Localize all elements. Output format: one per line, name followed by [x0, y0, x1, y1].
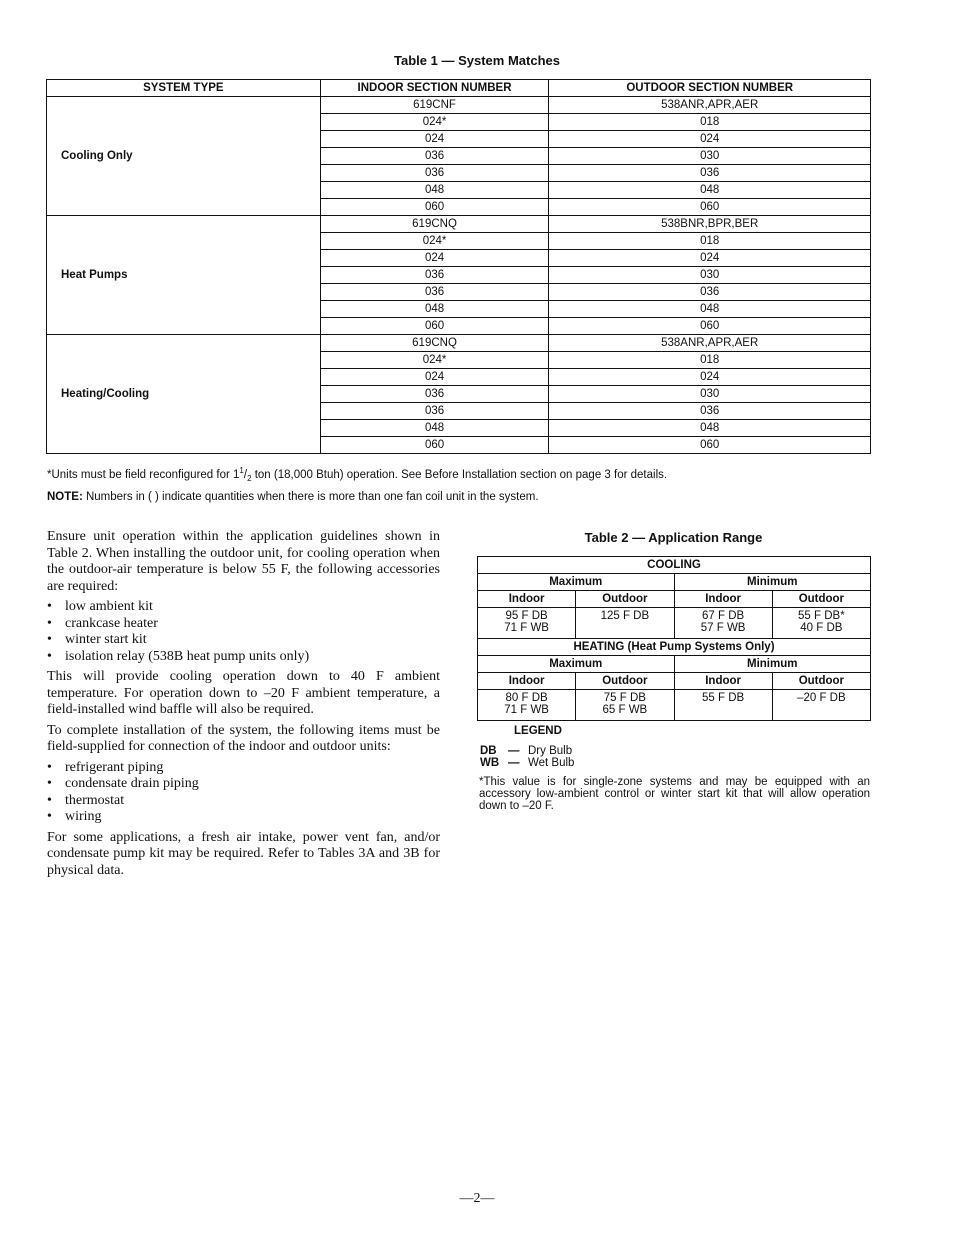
indoor-section-cell: 036 — [320, 403, 549, 420]
header-indoor-section: INDOOR SECTION NUMBER — [320, 80, 549, 97]
col-header-outdoor: Outdoor — [772, 673, 870, 690]
outdoor-section-cell: 030 — [549, 148, 871, 165]
indoor-section-cell: 048 — [320, 182, 549, 199]
accessories-list — [47, 599, 440, 665]
indoor-section-cell: 060 — [320, 199, 549, 216]
header-system-type: SYSTEM TYPE — [47, 80, 321, 97]
indoor-section-cell: 036 — [320, 386, 549, 403]
indoor-section-cell: 024 — [320, 250, 549, 267]
table2-title: Table 2 — Application Range — [584, 530, 763, 545]
indoor-section-cell: 060 — [320, 437, 549, 454]
list-item: • crankcase heater — [47, 616, 440, 633]
indoor-section-cell: 024* — [320, 352, 549, 369]
outdoor-section-cell: 036 — [549, 165, 871, 182]
outdoor-section-cell: 538ANR,APR,AER — [549, 97, 871, 114]
indoor-section-cell: 036 — [320, 267, 549, 284]
outdoor-section-cell: 538BNR,BPR,BER — [549, 216, 871, 233]
col-header-outdoor: Outdoor — [576, 591, 674, 608]
cooling-maximum-header: Maximum — [478, 574, 675, 591]
heating-header: HEATING (Heat Pump Systems Only) — [478, 639, 871, 656]
paragraph-applications: For some applications, a fresh air intake, power vent fan, and/or condensate pump kit may be required. Refer to Tables 3A and 3B for physical data. — [47, 829, 440, 878]
heating-minimum-header: Minimum — [674, 656, 871, 673]
outdoor-section-cell: 030 — [549, 386, 871, 403]
indoor-section-cell: 036 — [320, 148, 549, 165]
table2-footnote: *This value is for single-zone systems and may be equipped with an accessory low-ambient control or winter start kit that will allow operation down to –20 F. — [479, 776, 870, 812]
outdoor-section-cell: 018 — [549, 352, 871, 369]
indoor-section-cell: 048 — [320, 301, 549, 318]
col-header-indoor: Indoor — [478, 673, 576, 690]
outdoor-section-cell: 036 — [549, 403, 871, 420]
table-row — [47, 97, 871, 114]
outdoor-section-cell: 018 — [549, 114, 871, 131]
indoor-section-cell: 024* — [320, 114, 549, 131]
system-type-cell: Heat Pumps — [47, 216, 321, 335]
list-item: • low ambient kit — [47, 599, 440, 616]
indoor-section-cell: 060 — [320, 318, 549, 335]
legend-title: LEGEND — [514, 725, 562, 737]
list-item: • wiring — [47, 809, 440, 826]
outdoor-section-cell: 036 — [549, 284, 871, 301]
col-header-outdoor: Outdoor — [576, 673, 674, 690]
system-type-cell: Heating/Cooling — [47, 335, 321, 454]
outdoor-section-cell: 018 — [549, 233, 871, 250]
outdoor-section-cell: 024 — [549, 131, 871, 148]
page-number: —2— — [459, 1191, 495, 1206]
cooling-minimum-header: Minimum — [674, 574, 871, 591]
table-row — [47, 216, 871, 233]
header-outdoor-section: OUTDOOR SECTION NUMBER — [549, 80, 871, 97]
indoor-section-cell: 024 — [320, 369, 549, 386]
outdoor-section-cell: 060 — [549, 318, 871, 335]
list-item: • refrigerant piping — [47, 760, 440, 777]
outdoor-section-cell: 030 — [549, 267, 871, 284]
system-type-cell: Cooling Only — [47, 97, 321, 216]
table-row — [47, 335, 871, 352]
heating-min-outdoor: –20 F DB — [772, 690, 870, 721]
indoor-section-cell: 619CNF — [320, 97, 549, 114]
indoor-section-cell: 024* — [320, 233, 549, 250]
field-supplied-list — [47, 760, 440, 826]
outdoor-section-cell: 024 — [549, 250, 871, 267]
application-range-table — [477, 556, 871, 721]
outdoor-section-cell: 538ANR,APR,AER — [549, 335, 871, 352]
system-matches-table — [46, 79, 871, 454]
indoor-section-cell: 048 — [320, 420, 549, 437]
col-header-indoor: Indoor — [674, 673, 772, 690]
outdoor-section-cell: 060 — [549, 437, 871, 454]
heating-max-indoor: 80 F DB 71 F WB — [478, 690, 576, 721]
cooling-header: COOLING — [478, 557, 871, 574]
legend-item-wb: WB — Wet Bulb — [480, 757, 575, 769]
cooling-min-outdoor: 55 F DB* 40 F DB — [772, 608, 870, 639]
indoor-section-cell: 619CNQ — [320, 216, 549, 233]
table1-notes — [47, 462, 667, 506]
indoor-section-cell: 619CNQ — [320, 335, 549, 352]
paragraph-guidelines: Ensure unit operation within the application guidelines shown in Table 2. When installing the outdoor unit, for cooling operation when the outdoor-air temperature is below 55 F, the following accessories are required: — [47, 529, 440, 594]
indoor-section-cell: 036 — [320, 284, 549, 301]
paragraph-cooling-operation: This will provide cooling operation down to 40 F ambient temperature. For operation down to –20 F ambient temperature, a field-installed wind baffle will also be required. — [47, 669, 440, 717]
cooling-max-indoor: 95 F DB 71 F WB — [478, 608, 576, 639]
list-item: • winter start kit — [47, 632, 440, 649]
outdoor-section-cell: 048 — [549, 301, 871, 318]
cooling-max-outdoor: 125 F DB — [576, 608, 674, 639]
col-header-indoor: Indoor — [478, 591, 576, 608]
list-item: • isolation relay (538B heat pump units only) — [47, 649, 440, 666]
col-header-indoor: Indoor — [674, 591, 772, 608]
table1-note: NOTE: Numbers in ( ) indicate quantities when there is more than one fan coil unit in the system. — [47, 491, 539, 504]
indoor-section-cell: 024 — [320, 131, 549, 148]
body-text-column — [47, 529, 440, 883]
outdoor-section-cell: 060 — [549, 199, 871, 216]
list-item: • condensate drain piping — [47, 776, 440, 793]
outdoor-section-cell: 024 — [549, 369, 871, 386]
list-item: • thermostat — [47, 793, 440, 810]
paragraph-field-supplied: To complete installation of the system, the following items must be field-supplied for connection of the indoor and outdoor units: — [47, 722, 440, 754]
heating-max-outdoor: 75 F DB 65 F WB — [576, 690, 674, 721]
legend-item-db: DB — Dry Bulb — [480, 745, 573, 757]
outdoor-section-cell: 048 — [549, 182, 871, 199]
heating-maximum-header: Maximum — [478, 656, 675, 673]
table1-title: Table 1 — System Matches — [394, 53, 560, 68]
heating-min-indoor: 55 F DB — [674, 690, 772, 721]
cooling-min-indoor: 67 F DB 57 F WB — [674, 608, 772, 639]
table1-footnote: *Units must be field reconfigured for $1^1/_2$ ton (18,000 Btuh) operation. See Before Installation section on page 3 for details. — [47, 466, 668, 484]
legend — [480, 725, 574, 769]
col-header-outdoor: Outdoor — [772, 591, 870, 608]
indoor-section-cell: 036 — [320, 165, 549, 182]
outdoor-section-cell: 048 — [549, 420, 871, 437]
